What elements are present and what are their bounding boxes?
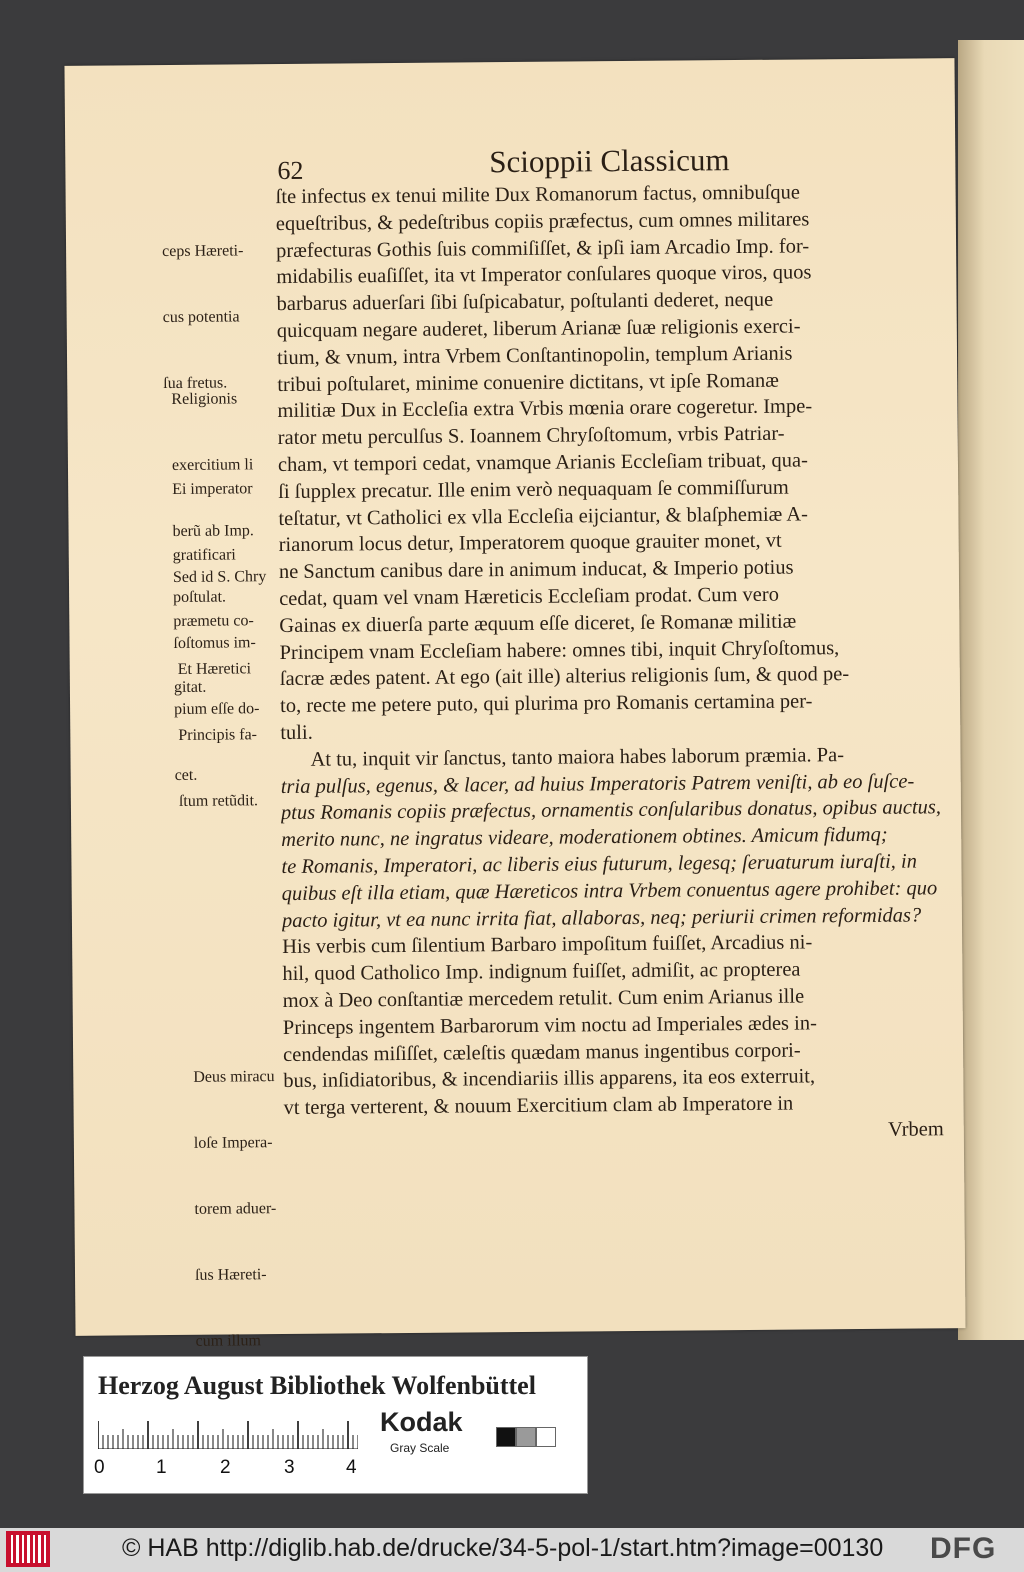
- book-page: [64, 58, 965, 1350]
- target-title: Herzog August Bibliothek Wolfenbüttel: [98, 1371, 536, 1400]
- ruler-number: 1: [156, 1457, 167, 1478]
- margin-note-line: berũ ab Imp.: [172, 522, 254, 540]
- swatch-white: [536, 1427, 556, 1447]
- swatch-gray: [516, 1427, 536, 1447]
- text-line: quibus eſt illa etiam, quæ Hæreticos intra Vrbem conuentus agere prohibet: quo: [281, 877, 938, 905]
- gray-swatches: [496, 1427, 556, 1445]
- footer-bar: [0, 1528, 1024, 1572]
- text-line: teſtatur, vt Catholici ex vlla Eccleſia eijciantur, & blaſphemiæ A-: [278, 502, 809, 530]
- margin-note-line: ſoſtomus im-: [173, 634, 256, 652]
- text-line: bus, inſidiatoribus, & incendiariis illis apparens, ita eos exterruit,: [283, 1065, 816, 1093]
- text-line: equeſtribus, & pedeſtribus copiis præfectus, cum omnes militares: [275, 208, 810, 235]
- margin-note-line: Sed id S. Chry: [172, 568, 267, 586]
- margin-note-line: cum illum: [195, 1332, 262, 1350]
- text-line: barbarus aduerſari ſibi ſuſpicabatur, poſtulanti dederet, neque: [276, 288, 774, 316]
- text-line: militiæ Dux in Eccleſia extra Vrbis mœnia orare cogeretur. Impe-: [277, 395, 813, 423]
- text-line: te Romanis, Imperatori, ac liberis eius futurum, legesq; ſeruaturum iuraſti, in: [281, 850, 918, 878]
- text-line: tribui poſtularet, minime conuenire dictitans, vt ipſe Romanæ: [277, 369, 779, 396]
- margin-note-5: [177, 614, 258, 857]
- running-head: Scioppii Classicum: [489, 142, 730, 180]
- ruler-number: 4: [346, 1457, 357, 1478]
- margin-note-line: loſe Impera-: [193, 1134, 273, 1152]
- swatch-black: [496, 1427, 516, 1447]
- text-line: At tu, inquit vir ſanctus, tanto maiora habes laborum præmia. Pa-: [310, 743, 845, 771]
- ruler-number: 3: [284, 1457, 295, 1478]
- text-line: ſi ſupplex precatur. Ille enim verò nequaquam ſe commiſſurum: [278, 476, 789, 503]
- text-line: ne Sanctum canibus dare in animum inducat, & Imperio potius: [278, 556, 794, 584]
- ruler-number: 2: [220, 1457, 231, 1478]
- text-line: ptus Romanis copiis præfectus, ornamentis conſularibus donatus, opibus auctus,: [280, 796, 942, 825]
- text-line: tria pulſus, egenus, & lacer, ad huius Imperatoris Patrem veniſti, ab eo ſuſce-: [280, 770, 915, 798]
- text-line: tuli.: [280, 721, 313, 744]
- text-line: tium, & vnum, intra Vrbem Conſtantinopolin, templum Arianis: [276, 342, 793, 369]
- text-line: vt terga verterent, & nouum Exercitium clam ab Imperatore in: [283, 1092, 794, 1120]
- body-text: [276, 178, 944, 1148]
- hab-barcode-icon: [6, 1531, 50, 1567]
- color-target-card: [83, 1356, 588, 1494]
- text-line: midabilis euaſiſſet, ita vt Imperator conſulares quoque viros, quos: [276, 261, 812, 289]
- text-line: præfecturas Gothis ſuis commiſiſſet, & ipſi iam Arcadio Imp. for-: [275, 235, 810, 262]
- kodak-subtitle: Gray Scale: [390, 1441, 450, 1455]
- margin-note-line: torem aduer-: [194, 1200, 277, 1218]
- text-line: rator metu perculſus S. Ioannem Chryſoſtomum, vrbis Patriar-: [277, 422, 785, 450]
- adjacent-page-edge: [958, 40, 1024, 1340]
- margin-note-line: Religionis: [171, 390, 238, 408]
- text-line: to, recte me petere puto, qui plurima pro Romanis certamina per-: [279, 690, 813, 718]
- text-line: His verbis cum ſilentium Barbaro impoſitum fuiſſet, Arcadius ni-: [282, 931, 813, 959]
- margin-note-line: ceps Hæreti-: [162, 242, 244, 261]
- margin-note-line: pium eſſe do-: [174, 700, 260, 718]
- margin-note-line: ſua fretus.: [163, 374, 228, 393]
- text-line: Gainas ex diuerſa parte æquum eſſe diceret, ſe Romanæ militiæ: [279, 610, 797, 637]
- text-line: quicquam negare auderet, liberum Arianæ ſuæ religionis exerci-: [276, 315, 801, 343]
- margin-note-line: exercitium li: [171, 456, 254, 474]
- text-line: cham, vt tempori cedat, vnamque Arianis Eccleſiam tribuat, qua-: [277, 449, 809, 477]
- ruler-scale: [98, 1419, 358, 1449]
- margin-note-line: ſus Hæreti-: [194, 1266, 267, 1284]
- text-line: merito nunc, ne ingratus videare, moderationem obtines. Amicum fidumq;: [281, 823, 888, 852]
- margin-note-line: poſtulat.: [173, 588, 227, 606]
- text-line: ſte infectus ex tenui milite Dux Romanorum factus, omnibuſque: [275, 181, 801, 209]
- text-line: ſacræ ædes patent. At ego (ait ille) alterius religionis ſum, & quod pe-: [279, 663, 850, 691]
- dfg-logo: DFG: [930, 1532, 997, 1565]
- margin-note-line: ſtum retũdit.: [178, 792, 259, 810]
- text-line: cedat, quam vel vnam Hæreticis Eccleſiam prodat. Cum vero: [279, 583, 780, 611]
- footer-url[interactable]: © HAB http://diglib.hab.de/drucke/34-5-pol-1/start.htm?image=00130: [122, 1534, 884, 1562]
- text-line: cendendas miſiſſet, cæleſtis quædam manus ingentibus corpori-: [283, 1039, 801, 1066]
- margin-note-line: cet.: [174, 766, 198, 784]
- text-line: Princeps ingentem Barbarorum vim noctu ad Imperiales ædes in-: [282, 1012, 817, 1039]
- margin-note-line: gitat.: [173, 678, 207, 696]
- margin-note-line: Principis fa-: [178, 726, 258, 744]
- margin-note-line: Deus miracu: [193, 1068, 275, 1086]
- margin-note-line: cus potentia: [162, 308, 240, 327]
- text-line: hil, quod Catholico Imp. indignum fuiſſet, admiſit, ac propterea: [282, 958, 801, 986]
- text-line: rianorum locus detur, Imperatorem quoque grauiter monet, vt: [278, 530, 782, 557]
- margin-note-line: gratificari: [172, 546, 236, 564]
- text-line: Principem vnam Eccleſiam habere: omnes tibi, inquit Chryſoſtomus,: [279, 636, 840, 664]
- text-line: pacto igitur, vt ea nunc irrita fiat, allaboras, neq; periurii crimen reformidas?: [281, 903, 922, 932]
- text-line: mox à Deo conſtantiæ mercedem retulit. Cum enim Arianus ille: [282, 985, 805, 1012]
- catchword: Vrbem: [887, 1118, 944, 1141]
- margin-note-line: Et Hæretici: [177, 660, 252, 678]
- ruler-number: 0: [94, 1457, 105, 1478]
- kodak-logo: Kodak: [380, 1407, 463, 1437]
- margin-note-line: Ei imperator: [172, 480, 253, 498]
- page-number: 62: [277, 155, 304, 186]
- margin-note-line: præmetu co-: [173, 612, 254, 630]
